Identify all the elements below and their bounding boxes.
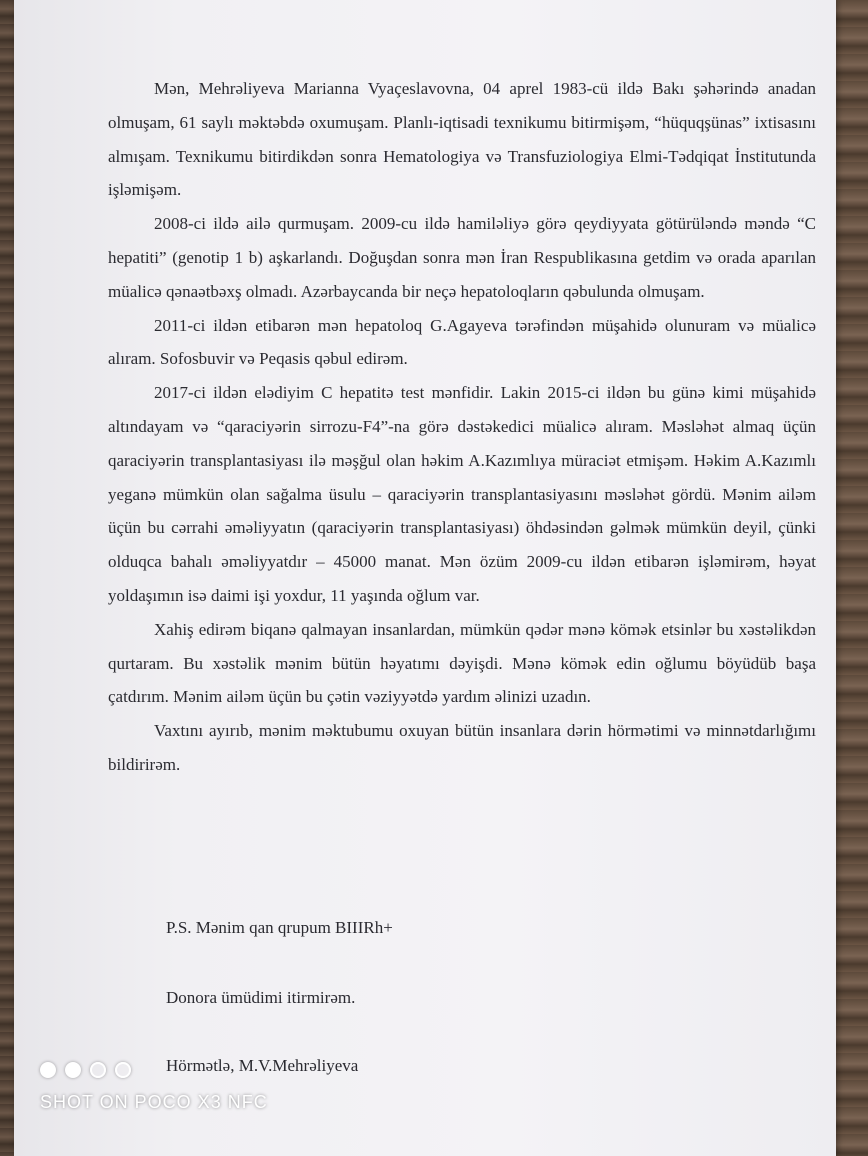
- dot-filled-icon: [65, 1062, 81, 1078]
- paragraph-treatment: 2011-ci ildən etibarən mən hepatoloq G.Agayeva tərəfindən müşahidə olunuram və müalicə alıram. Sofosbuvir və Peqasis qəbul edirəm.: [108, 315, 816, 369]
- paragraph-gratitude: Vaxtını ayırıb, mənim məktubumu oxuyan bütün insanlara dərin hörmətimi və minnətdarlığımı bildirirəm.: [108, 721, 816, 774]
- paragraph-diagnosis: 2008-ci ildə ailə qurmuşam. 2009-cu ildə hamiləliyə görə qeydiyyata götürüləndə məndə “C hepatiti” (genotip 1 b) aşkarlandı. Doğuşdan sonra mən İran Respublikasına getdim və orada aparılan müalicə qənaətbəxş olmadı. Azərbaycanda bir neçə hepatoloqların qəbulunda olmuşam.: [108, 214, 816, 301]
- dot-outline-icon: [90, 1062, 106, 1078]
- camera-brand-text: SHOT ON POCO X3 NFC: [40, 1092, 268, 1112]
- paragraph-biography: Mən, Mehrəliyeva Marianna Vyaçeslavovna, 04 aprel 1983-cü ildə Bakı şəhərində anadan olmuşam, 61 saylı məktəbdə oxumuşam. Planlı-iqtisadi texnikumu bitirmişəm, “hüquqşünas” ixtisasını almışam. Texnikumu bitirdikdən sonra Hematologiya və Transfuziologiya Elmi-Tədqiqat İnstitutunda işləmişəm.: [108, 79, 816, 200]
- paragraph-transplant: 2017-ci ildən elədiyim C hepatitə test mənfidir. Lakin 2015-ci ildən bu günə kimi müşahidə altındayam və “qaraciyərin sirrozu-F4”-na görə dəstəkedici müalicə alıram. Məsləhət almaq üçün qaraciyərin transplantasiyası ilə məşğul olan həkim A.Kazımlıya müraciət etmişəm. Həkim A.Kazımlı yeganə mümkün olan sağalma üsulu – qaraciyərin transplantasiyasını məsləhət gördü. Mənim ailəm üçün bu cərrahi əməliyyatın (qaraciyərin transplantasiyası) öhdəsindən gəlmək mümkün deyil, çünki olduqca bahalı əməliyyatdır – 45000 manat. Mən özüm 2009-cu ildən etibarən işləmirəm, həyat yoldaşımın isə daimi işi yoxdur, 11 yaşında oğlum var.: [108, 383, 816, 605]
- dot-outline-icon: [115, 1062, 131, 1078]
- letter-body: [108, 72, 816, 782]
- donor-hope-line: Donora ümüdimi itirmirəm.: [166, 988, 356, 1007]
- signature: Hörmətlə, M.V.Mehrəliyeva: [166, 1056, 359, 1075]
- camera-dots-icon: [40, 1060, 268, 1080]
- dot-filled-icon: [40, 1062, 56, 1078]
- paragraph-request: Xahiş edirəm biqanə qalmayan insanlardan, mümkün qədər mənə kömək etsinlər bu xəstəlikdən qurtaram. Bu xəstəlik mənim bütün həyatımı dəyişdi. Mənə kömək edin oğlumu böyüdüb başa çatdırım. Mənim ailəm üçün bu çətin vəziyyətdə yardım əlinizi uzadın.: [108, 619, 816, 707]
- postscript-blood-group: P.S. Mənim qan qrupum BIIIRh+: [166, 918, 393, 937]
- camera-watermark: [40, 1060, 268, 1113]
- letter-paper: [14, 0, 836, 1156]
- wooden-surface-right: [832, 0, 868, 1156]
